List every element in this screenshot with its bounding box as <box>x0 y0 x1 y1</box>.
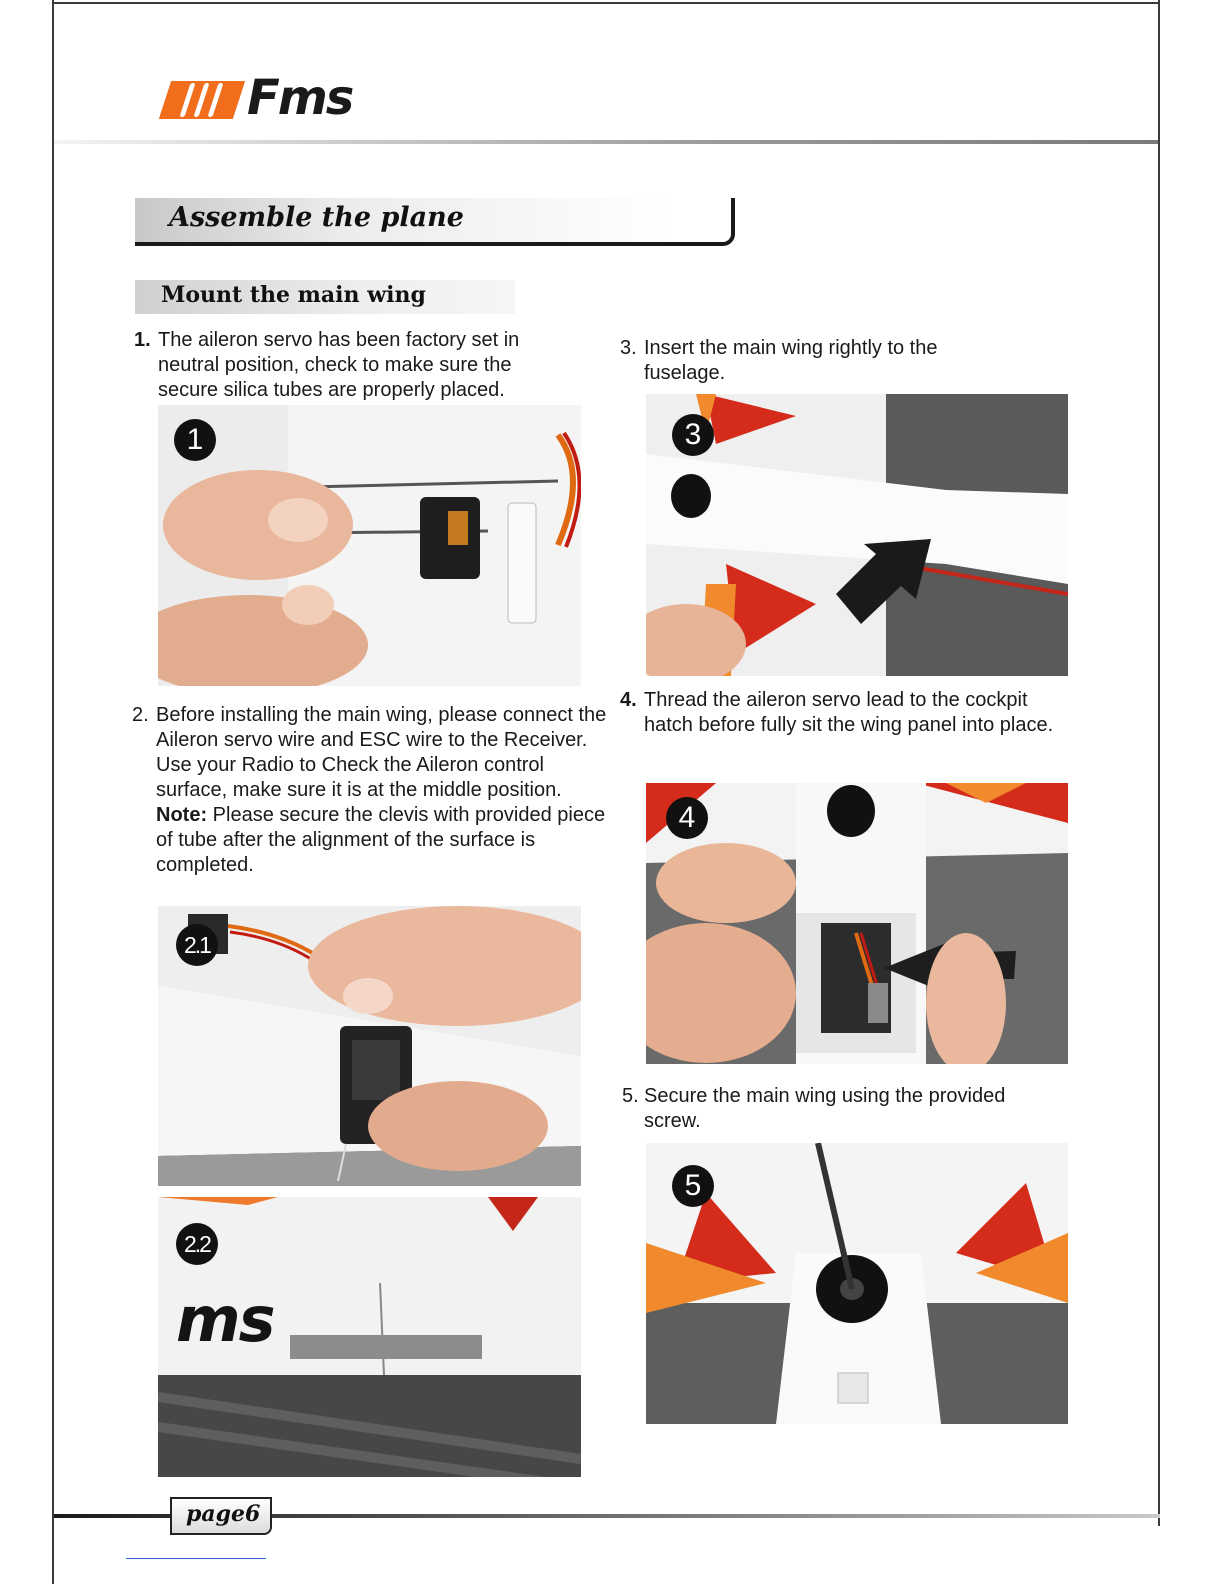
step-2 <box>132 703 610 903</box>
photo-step-4-scene <box>646 783 1068 1064</box>
photo-step-5 <box>646 1143 1068 1424</box>
page-frame-top <box>52 2 1160 4</box>
header-rule <box>54 140 1158 144</box>
step-number: 5. <box>622 1085 639 1107</box>
photo-badge: 3 <box>672 414 714 456</box>
step-3 <box>620 336 1020 388</box>
photo-badge: 2.1 <box>176 924 218 966</box>
step-5 <box>622 1084 1022 1136</box>
step-note-label: Note: <box>156 804 208 826</box>
photo-step-1-scene <box>158 405 581 686</box>
step-note: Please secure the clevis with provided piece of tube after the alignment of the surface is completed. <box>156 804 606 876</box>
fms-logo-mark <box>159 81 245 119</box>
wing-logo-text: ms <box>176 1283 274 1356</box>
photo-step-3 <box>646 394 1068 676</box>
photo-badge: 4 <box>666 797 708 839</box>
step-text: Insert the main wing rightly to the fuselage. <box>644 337 938 384</box>
step-text: The aileron servo has been factory set in neutral position, check to make sure the secure silica tubes are properly placed. <box>158 329 520 401</box>
page-number: page6 <box>186 1501 261 1527</box>
step-1 <box>134 328 574 404</box>
step-number: 4. <box>620 689 637 711</box>
photo-step-2-1-scene <box>158 906 581 1186</box>
photo-step-1 <box>158 405 581 686</box>
photo-step-2-2 <box>158 1197 581 1477</box>
step-number: 1. <box>134 329 151 351</box>
step-4 <box>620 688 1060 764</box>
page-number-tab <box>170 1497 272 1535</box>
photo-step-4 <box>646 783 1068 1064</box>
step-text: Before installing the main wing, please connect the Aileron servo wire and ESC wire to the Receiver. Use your Radio to Check the Aileron control surface, make sure it is at the middle position. <box>156 704 607 801</box>
photo-badge: 2.2 <box>176 1223 218 1265</box>
page-frame-right <box>1158 0 1160 1526</box>
fms-logo <box>165 70 385 126</box>
photo-badge: 1 <box>174 419 216 461</box>
step-number: 2. <box>132 704 149 726</box>
fms-logo-text: Fms <box>247 70 353 126</box>
sub-title-banner <box>135 280 515 314</box>
section-title: Assemble the plane <box>169 202 464 233</box>
link-underline <box>126 1558 266 1559</box>
photo-step-2-1 <box>158 906 581 1186</box>
step-text: Thread the aileron servo lead to the cockpit hatch before fully sit the wing panel into place. <box>644 689 1054 736</box>
step-text: Secure the main wing using the provided screw. <box>644 1085 1006 1132</box>
sub-title: Mount the main wing <box>161 282 426 308</box>
step-number: 3. <box>620 337 637 359</box>
page-frame-left <box>52 0 54 1584</box>
section-title-banner <box>135 198 735 246</box>
photo-badge: 5 <box>672 1165 714 1207</box>
